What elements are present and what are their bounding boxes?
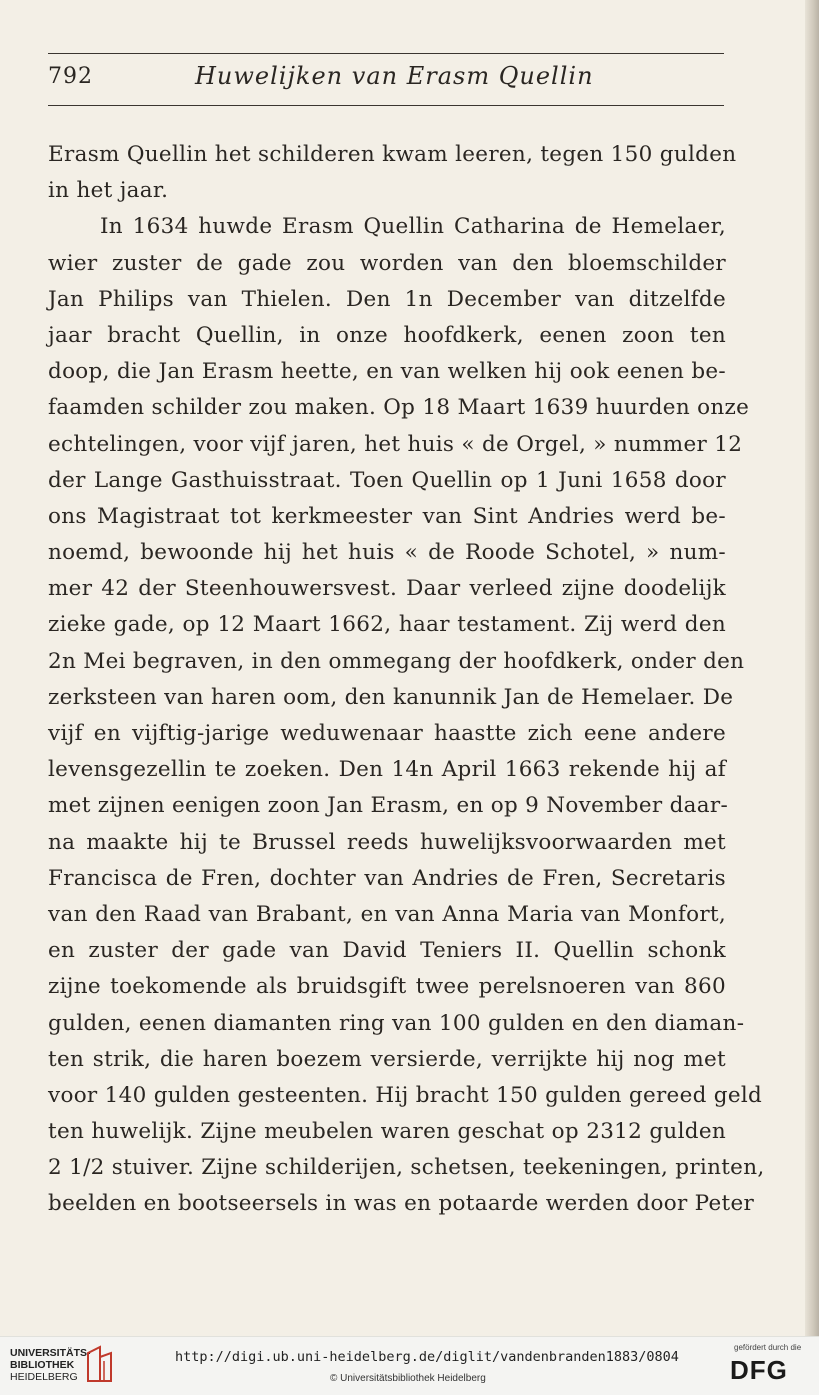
text-line: faamden schilder zou maken. Op 18 Maart 1639 huurden onze xyxy=(48,395,750,421)
library-name-line3: HEIDELBERG xyxy=(10,1371,78,1383)
library-name-line1: UNIVERSITÄTS- xyxy=(10,1347,91,1359)
copyright-notice: © Universitätsbibliothek Heidelberg xyxy=(330,1373,486,1384)
text-line: 2n Mei begraven, in den ommegang der hoofdkerk, onder den xyxy=(48,648,745,674)
text-line: met zijnen eenigen zoon Jan Erasm, en op 9 November daar- xyxy=(48,793,729,819)
text-line: zerksteen van haren oom, den kanunnik Jan de Hemelaer. De xyxy=(48,684,734,710)
text-line: Jan Philips van Thielen. Den 1n December van ditzelfde xyxy=(48,286,726,312)
text-line: van den Raad van Brabant, en van Anna Maria van Monfort, xyxy=(48,901,726,927)
text-line: beelden en bootseersels in was en potaarde werden door Peter xyxy=(48,1191,755,1217)
text-line: ten huwelijk. Zijne meubelen waren geschat op 2312 gulden xyxy=(48,1119,726,1145)
library-name-line2: BIBLIOTHEK xyxy=(10,1359,75,1371)
text-line: echtelingen, voor vijf jaren, het huis « de Orgel, » nummer 12 xyxy=(48,431,743,457)
text-line: ons Magistraat tot kerkmeester van Sint Andries werd be- xyxy=(48,503,726,529)
body-text xyxy=(48,137,765,1223)
text-line: zijne toekomende als bruidsgift twee perelsnoeren van 860 xyxy=(48,974,726,1000)
library-logo[interactable] xyxy=(10,1347,91,1383)
funded-by-label: gefördert durch die xyxy=(734,1343,802,1352)
text-line: noemd, bewoonde hij het huis « de Roode Schotel, » num- xyxy=(48,540,726,566)
header-rule-top xyxy=(48,53,724,54)
text-line: doop, die Jan Erasm heette, en van welken hij ook eenen be- xyxy=(48,359,726,385)
text-line: Francisca de Fren, dochter van Andries de Fren, Secretaris xyxy=(48,865,726,891)
text-line: wier zuster de gade zou worden van den bloemschilder xyxy=(48,250,726,276)
header-rule-bottom xyxy=(48,105,724,106)
text-line: In 1634 huwde Erasm Quellin Catharina de Hemelaer, xyxy=(100,214,726,240)
text-line: na maakte hij te Brussel reeds huwelijksvoorwaarden met xyxy=(48,829,726,855)
text-line: voor 140 gulden gesteenten. Hij bracht 150 gulden gereed geld xyxy=(48,1082,763,1108)
text-line: jaar bracht Quellin, in onze hoofdkerk, eenen zoon ten xyxy=(48,322,726,348)
text-line: mer 42 der Steenhouwersvest. Daar verleed zijne doodelijk xyxy=(48,576,726,602)
library-emblem-icon xyxy=(84,1345,114,1385)
text-line: ten strik, die haren boezem versierde, verrijkte hij nog met xyxy=(48,1046,726,1072)
dfg-logo[interactable]: DFG xyxy=(730,1355,788,1385)
page-number: 792 xyxy=(48,64,93,89)
text-line: gulden, eenen diamanten ring van 100 gulden en den diaman- xyxy=(48,1010,745,1036)
text-line: Erasm Quellin het schilderen kwam leeren, tegen 150 gulden xyxy=(48,142,737,167)
text-line: levensgezellin te zoeken. Den 14n April 1663 rekende hij af xyxy=(48,757,726,783)
running-title: Huwelijken van Erasm Quellin xyxy=(195,62,594,90)
text-line: der Lange Gasthuisstraat. Toen Quellin op 1 Juni 1658 door xyxy=(48,467,726,493)
text-line: zieke gade, op 12 Maart 1662, haar testament. Zij werd den xyxy=(48,612,726,638)
permalink-url[interactable]: http://digi.ub.uni-heidelberg.de/diglit/vandenbranden1883/0804 xyxy=(175,1349,679,1365)
text-line: in het jaar. xyxy=(48,178,169,204)
digitization-footer xyxy=(0,1336,819,1395)
text-line: 2 1/2 stuiver. Zijne schilderijen, schetsen, teekeningen, printen, xyxy=(48,1155,765,1181)
page-edge xyxy=(805,0,819,1336)
text-line: vijf en vijftig-jarige weduwenaar haastte zich eene andere xyxy=(48,721,726,746)
text-line: en zuster der gade van David Teniers II. Quellin schonk xyxy=(48,938,726,964)
